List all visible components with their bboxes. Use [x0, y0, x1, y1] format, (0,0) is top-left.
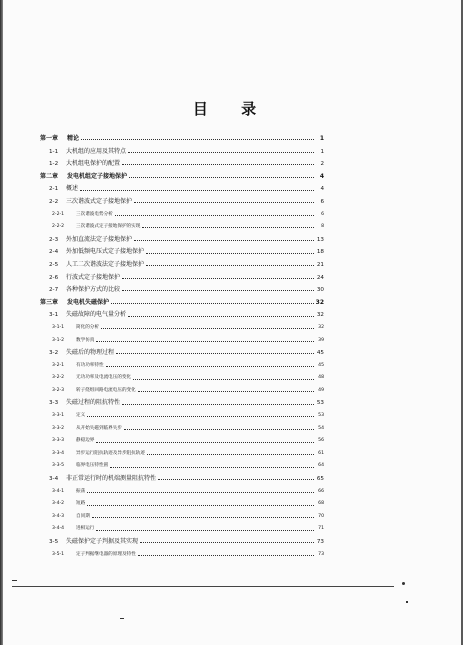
toc-entry-title: 三次谐波电势分析: [76, 211, 113, 217]
toc-page-number: 39: [318, 337, 324, 343]
toc-entry-number: 2-2: [49, 198, 59, 205]
dot-leader: [146, 264, 314, 266]
toc-entry-title: 发电机组定子接地保护: [67, 172, 128, 180]
toc-subsection-row: [40, 523, 324, 536]
toc-entry-number: 1-1: [49, 148, 59, 155]
toc-page-number: 6: [321, 211, 324, 217]
toc-page-number: 4: [319, 172, 324, 180]
toc-subsection-row: [40, 410, 324, 423]
toc-page-number: 1: [319, 135, 324, 142]
toc-page-number: 70: [318, 513, 324, 519]
toc-entry-number: 第一章: [40, 135, 59, 142]
toc-entry-title: 失磁故障的电气量分析: [66, 311, 127, 319]
toc-section-row: [40, 473, 324, 486]
toc-entry-title: 外加直流法定子接地保护: [66, 235, 133, 243]
toc-entry-title: 数学仿真: [76, 337, 95, 343]
toc-entry-title: 定义: [76, 413, 86, 419]
dot-leader: [111, 302, 314, 304]
toc-entry-title: 行波式定子接地保护: [66, 273, 121, 281]
toc-entry-title: 外加低频电压式定子接地保护: [66, 248, 145, 256]
toc-entry-number: 3-4-3: [52, 513, 65, 519]
toc-page-number: 2: [320, 161, 324, 168]
toc-entry-title: 临界电压特性圆: [76, 463, 109, 469]
dot-leader: [122, 289, 314, 291]
toc-entry-title: 自同期: [76, 513, 90, 519]
toc-entry-number: 3-3: [49, 400, 59, 407]
toc-entry-title: 非正常运行时的机端测量阻抗特性: [66, 475, 157, 483]
toc-page-number: 1: [320, 148, 324, 155]
toc-section-row: [40, 309, 324, 322]
toc-entry-title: 人工二次谐波法定子接地保护: [66, 260, 145, 268]
toc-subsection-row: [40, 511, 324, 524]
toc-entry-number: 3-4-1: [52, 488, 65, 494]
toc-section-row: [40, 347, 324, 360]
toc-page-number: 32: [318, 324, 324, 330]
toc-section-row: [40, 536, 324, 549]
toc-page-number: 13: [316, 236, 324, 243]
dot-leader: [142, 226, 314, 228]
dot-leader: [158, 478, 314, 480]
scan-mark: [12, 580, 17, 581]
toc-page-number: 73: [316, 539, 324, 545]
scan-mark: [120, 618, 124, 619]
toc-entry-number: 2-2-2: [52, 224, 65, 230]
dot-leader: [134, 239, 314, 241]
toc-entry-title: 转子绕组回路电流电压的变化: [76, 387, 136, 393]
toc-page-number: 24: [316, 274, 324, 281]
dot-leader: [138, 554, 314, 556]
dot-leader: [106, 365, 314, 367]
toc-section-row: [40, 246, 324, 259]
toc-page-number: 65: [316, 476, 324, 483]
toc-entry-number: 3-2: [49, 350, 59, 357]
toc-section-row: [40, 397, 324, 410]
toc-entry-title: 无功功率及电流电压的变化: [76, 375, 132, 381]
toc-page-number: 53: [316, 400, 324, 407]
dot-leader: [122, 163, 314, 165]
dot-leader: [115, 214, 314, 216]
toc-entry-title: 发电机失磁保护: [67, 298, 110, 306]
toc-entry-title: 失磁后的物理过程: [66, 349, 115, 357]
dot-leader: [87, 415, 314, 417]
toc-page-number: 61: [318, 450, 324, 456]
toc-entry-number: 第三章: [40, 298, 59, 306]
toc-entry-title: 进相运行: [76, 526, 95, 532]
dot-leader: [122, 403, 314, 405]
toc-entry-number: 3-4: [49, 476, 59, 483]
dot-leader: [124, 428, 314, 430]
dot-leader: [80, 189, 314, 191]
toc-entry-number: 3-5: [49, 539, 59, 545]
toc-page-number: 71: [318, 526, 324, 532]
toc-entry-number: 第二章: [40, 172, 59, 180]
toc-entry-title: 各种保护方式的比较: [66, 286, 121, 294]
toc-page-number: 32: [315, 298, 324, 306]
dot-leader: [101, 327, 314, 329]
toc-entry-title: 从开始失磁到临界失步: [76, 425, 122, 431]
toc-page-number: 6: [320, 198, 324, 205]
toc-page-number: 68: [318, 501, 324, 507]
toc-entry-number: 2-3: [49, 236, 59, 243]
dot-leader: [96, 441, 314, 443]
toc-subsection-row: [40, 221, 324, 234]
toc-section-row: [40, 284, 324, 297]
toc-subsection-row: [40, 209, 324, 222]
toc-entry-title: 三次谐波式定子接地保护: [66, 197, 133, 205]
toc-entry-number: 3-3-5: [52, 463, 65, 469]
toc-subsection-row: [40, 423, 324, 436]
toc-entry-title: 三次谐波式定子接地保护的实现: [76, 224, 141, 230]
toc-entry-number: 3-4-2: [52, 501, 65, 507]
toc-page-number: 54: [318, 425, 324, 431]
scan-mark: [402, 582, 405, 585]
toc-page-number: 18: [316, 249, 324, 256]
toc-entry-number: 3-2-2: [52, 375, 65, 381]
toc-page-number: 8: [321, 224, 324, 230]
toc-entry-number: 3-3-2: [52, 425, 65, 431]
toc-page-number: 30: [316, 287, 324, 294]
toc-entry-title: 简化的分析: [76, 324, 99, 330]
toc-page-number: 45: [316, 350, 324, 357]
dot-leader: [110, 466, 314, 468]
toc-entry-title: 异步运行阻抗轨迹及异步阻抗轨迹: [76, 450, 145, 456]
page-title: 目 录: [192, 100, 271, 118]
toc-subsection-row: [40, 486, 324, 499]
dot-leader: [147, 453, 314, 455]
toc-entry-number: 2-5: [49, 261, 59, 268]
toc-section-row: [40, 259, 324, 272]
toc-entry-title: 大机组电保护的配置: [66, 160, 121, 168]
toc-entry-number: 3-1-2: [52, 337, 65, 343]
toc-entry-number: 3-2-1: [52, 362, 65, 368]
toc-subsection-row: [40, 498, 324, 511]
toc-subsection-row: [40, 372, 324, 385]
dot-leader: [146, 252, 314, 254]
toc-entry-number: 3-3-3: [52, 438, 65, 444]
toc-entry-title: 定子判据继电器的原理及特性: [76, 551, 136, 557]
toc-entry-number: 2-7: [49, 287, 59, 294]
toc-page-number: 32: [316, 312, 324, 319]
dot-leader: [128, 151, 314, 153]
dot-leader: [138, 390, 314, 392]
toc-subsection-row: [40, 385, 324, 398]
dot-leader: [128, 315, 314, 317]
toc-entry-title: 振荡: [76, 488, 86, 494]
toc-entry-title: 失磁保护定子判据及其实现: [66, 538, 139, 545]
dot-leader: [96, 529, 314, 531]
dot-leader: [87, 491, 314, 493]
toc-entry-title: 精论: [67, 135, 80, 142]
dot-leader: [122, 277, 314, 279]
toc-page-number: 66: [318, 488, 324, 494]
dot-leader: [87, 504, 314, 506]
toc-subsection-row: [40, 460, 324, 473]
toc-entry-number: 3-1: [49, 312, 59, 319]
toc-entry-number: 2-2-1: [52, 211, 65, 217]
toc-page-number: 64: [318, 463, 324, 469]
toc-page-number: 45: [318, 362, 324, 368]
toc-entry-title: 短路: [76, 501, 86, 507]
toc-page-number: 21: [316, 261, 324, 268]
dot-leader: [134, 201, 314, 203]
toc-chapter-row: [40, 297, 324, 310]
toc-subsection-row: [40, 335, 324, 348]
toc-section-row: [40, 234, 324, 247]
dot-leader: [81, 138, 314, 140]
toc-entry-number: 3-3-1: [52, 413, 65, 419]
toc-entry-number: 2-1: [49, 186, 59, 193]
page-left-edge: [0, 0, 3, 645]
toc-subsection-row: [40, 360, 324, 373]
toc-subsection-row: [40, 549, 324, 562]
toc-page-number: 49: [318, 387, 324, 393]
toc-section-row: [40, 146, 324, 159]
toc-entry-title: 有功功率特性: [76, 362, 104, 368]
dot-leader: [129, 176, 314, 178]
dot-leader: [140, 541, 314, 543]
toc-section-row: [40, 183, 324, 196]
toc-entry-title: 概述: [66, 185, 79, 193]
toc-page-number: 4: [320, 186, 324, 193]
toc-entry-title: 大机组的应用及其特点: [66, 147, 127, 155]
toc-page-number: 53: [318, 413, 324, 419]
toc-entry-number: 1-2: [49, 161, 59, 168]
toc-page-number: 73: [318, 551, 324, 557]
dot-leader: [133, 378, 314, 380]
scan-mark: [406, 601, 408, 603]
toc-chapter-row: [40, 171, 324, 184]
toc-entry-number: 2-4: [49, 249, 59, 256]
toc-section-row: [40, 158, 324, 171]
toc-entry-number: 3-4-4: [52, 526, 65, 532]
toc-entry-number: 3-5-1: [52, 551, 65, 557]
dot-leader: [116, 352, 314, 354]
toc-entry-number: 3-1-1: [52, 324, 65, 330]
toc-entry-number: 2-6: [49, 274, 59, 281]
toc-subsection-row: [40, 322, 324, 335]
toc-entry-number: 3-3-4: [52, 450, 65, 456]
toc-section-row: [40, 272, 324, 285]
toc-chapter-row: [40, 133, 324, 146]
toc-section-row: [40, 196, 324, 209]
bottom-rule: [12, 586, 394, 587]
dot-leader: [92, 516, 314, 518]
toc-page-number: 56: [318, 438, 324, 444]
toc-subsection-row: [40, 448, 324, 461]
table-of-contents: [40, 133, 324, 561]
toc-entry-title: 静稳边界: [76, 438, 95, 444]
toc-page-number: 48: [318, 375, 324, 381]
toc-entry-title: 失磁过程的阻抗特性: [66, 399, 121, 407]
dot-leader: [96, 340, 314, 342]
toc-subsection-row: [40, 435, 324, 448]
toc-entry-number: 3-2-3: [52, 387, 65, 393]
